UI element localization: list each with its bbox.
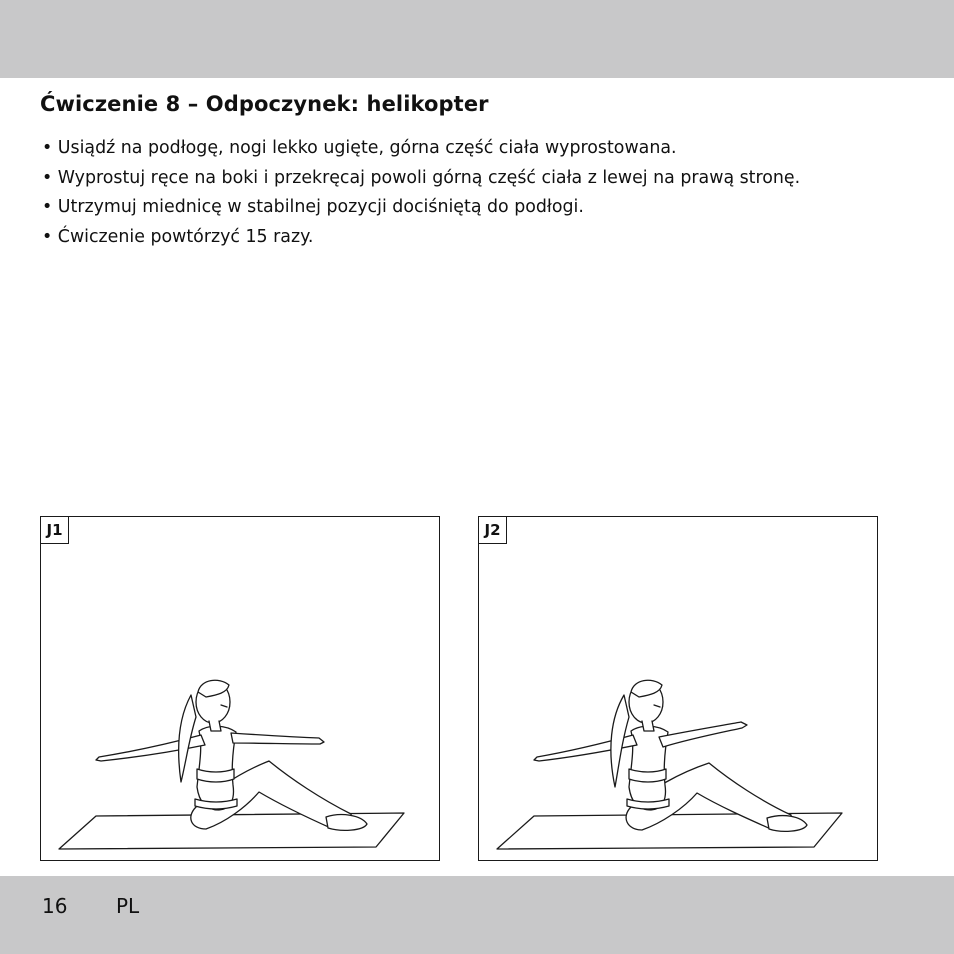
- header-band: [0, 0, 954, 78]
- instruction-list: [42, 134, 800, 252]
- page-number: 16: [42, 894, 68, 918]
- seated-twist-arms-side-icon: [41, 517, 441, 862]
- list-item: • Wyprostuj ręce na boki i przekręcaj powoli górną część ciała z lewej na prawą stronę.: [42, 164, 800, 194]
- list-item: • Usiądź na podłogę, nogi lekko ugięte, górna część ciała wyprostowana.: [42, 134, 800, 164]
- figure-panel-j1: [40, 516, 440, 861]
- figure-label-j1: J1: [41, 517, 69, 544]
- footer-band: [0, 876, 954, 954]
- figure-panel-j2: [478, 516, 878, 861]
- seated-twist-arms-rotated-icon: [479, 517, 879, 862]
- language-code: PL: [116, 894, 140, 918]
- list-item: • Utrzymuj miednicę w stabilnej pozycji dociśniętą do podłogi.: [42, 193, 800, 223]
- page-title: Ćwiczenie 8 – Odpoczynek: helikopter: [40, 92, 489, 116]
- list-item: • Ćwiczenie powtórzyć 15 razy.: [42, 223, 800, 253]
- figure-label-j2: J2: [479, 517, 507, 544]
